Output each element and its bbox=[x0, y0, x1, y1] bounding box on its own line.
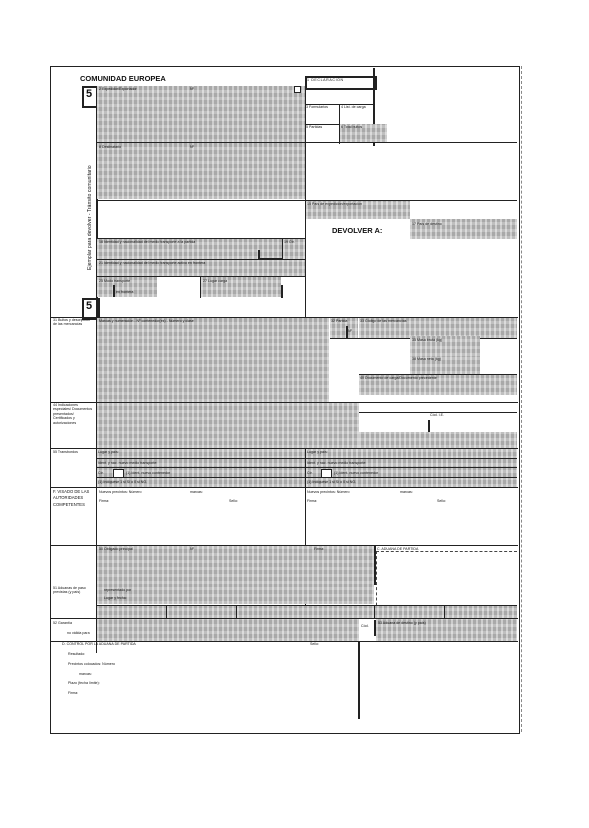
box-2-number: Nº bbox=[190, 87, 194, 91]
box-5-label: 5 Partidas bbox=[306, 125, 323, 129]
marks-right: marcas: bbox=[400, 490, 413, 494]
box-50-sign: Firma: bbox=[314, 547, 325, 551]
box-4-label: 4 List. de carga bbox=[341, 105, 366, 109]
box-3-label: 3 Formularios bbox=[306, 105, 328, 109]
box-55-label: 55 Transbordos bbox=[53, 450, 78, 454]
box-50-shade bbox=[97, 546, 374, 584]
box-32-label: 32 Partida bbox=[331, 319, 348, 323]
box-44-code-label: Cód. I.E. bbox=[430, 413, 444, 417]
stamp-right: Sello: bbox=[437, 499, 446, 503]
box-8-shade bbox=[97, 143, 305, 199]
box-51-cells-shade bbox=[97, 606, 517, 618]
box-33-label: 33 Código de las mercancías bbox=[360, 319, 407, 323]
box-8-number: Nº bbox=[190, 145, 194, 149]
box-44-label: 44 Indicaciones especiales/ Documentos presentados/ Certificados y autorizaciones bbox=[53, 403, 93, 425]
new-seals-right: Nuevos precintos: Número bbox=[307, 490, 350, 494]
box-18-label: 18 Identidad y nacionalidad del medio transporte a la partida bbox=[99, 240, 196, 244]
box-31-label: 31 Bultos y descripción de las mercancías bbox=[53, 318, 90, 327]
box-2-shade bbox=[97, 86, 305, 142]
box-19-label: 19 Ctr. bbox=[284, 240, 295, 244]
new-seals-left: Nuevos precintos: Número bbox=[99, 490, 142, 494]
box-2-label: 2 Expedidor/Exportador bbox=[99, 87, 137, 91]
box-25-tick bbox=[113, 285, 115, 297]
section-c-label: C. ADUANA DE PARTIDA bbox=[377, 547, 419, 551]
box-44-lower-shade bbox=[359, 432, 517, 448]
box-40-label: 40 Documento de carga/Documento precedente bbox=[360, 376, 437, 380]
cell-div-4 bbox=[444, 605, 445, 618]
section-g-label: F. VISADO DE LAS AUTORIDADES COMPETENTES bbox=[53, 489, 90, 507]
section-d-label: D. CONTROL POR LA ADUANA DE PARTIDA bbox=[62, 642, 136, 646]
represented-label: representado por bbox=[104, 588, 132, 592]
line-55-c bbox=[97, 477, 517, 478]
d-sign-label: Firma: bbox=[68, 691, 79, 695]
side-vertical-text: Ejemplar para devolver - Tránsito comunitario bbox=[87, 165, 93, 270]
line-box8-bottom bbox=[97, 200, 305, 201]
box-51-shade bbox=[97, 584, 374, 604]
ident-container-right: (1) Ident. nuevo contenedor bbox=[334, 471, 379, 475]
box-31-shade bbox=[97, 318, 329, 402]
declaration-label: 1 DECLARACIÓN bbox=[307, 78, 344, 82]
place-country-left: Lugar y país: bbox=[98, 450, 119, 454]
ident-new-right: Ident. y nac. nuevo medio transporte: bbox=[307, 461, 367, 465]
section-d-divider bbox=[358, 641, 360, 719]
indicate-right: (1) Indíquese 1 si Sí o 0 si NO. bbox=[307, 480, 357, 484]
box-52-shade bbox=[97, 619, 359, 641]
line-55-b bbox=[97, 467, 517, 468]
box-44-shade bbox=[97, 403, 359, 448]
line-g-top bbox=[50, 487, 518, 488]
place-country-right: Lugar y país: bbox=[307, 450, 328, 454]
box-27-label: 27 Lugar carga bbox=[203, 279, 228, 283]
cell-div-3 bbox=[374, 605, 375, 618]
line-box15-top bbox=[305, 200, 517, 201]
box-52-sub: no válida para bbox=[67, 631, 90, 635]
box-32-tick bbox=[346, 326, 348, 338]
box-15-label: 15 País de expedición/exportación bbox=[307, 202, 362, 206]
copy-number-bottom: 5 bbox=[86, 300, 93, 312]
copy-number-top: 5 bbox=[86, 88, 93, 100]
box-44-tick bbox=[428, 420, 430, 432]
box-52-code: Cód. bbox=[361, 624, 369, 628]
form-title: COMUNIDAD EUROPEA bbox=[80, 74, 166, 83]
signature-left: Firma: bbox=[99, 499, 110, 503]
section-d-stamp: Sello: bbox=[310, 642, 319, 646]
box-2-check[interactable] bbox=[294, 86, 301, 93]
box-51-label: 51 Aduanas de paso previstas (y país) bbox=[53, 586, 86, 595]
signature-right: Firma: bbox=[307, 499, 318, 503]
result-label: Resultado: bbox=[68, 652, 86, 656]
cell-div-2 bbox=[236, 605, 237, 618]
box-35-label: 35 Masa bruta (kg) bbox=[412, 338, 443, 342]
return-to-label: DEVOLVER A: bbox=[332, 226, 383, 235]
box-52-label: 52 Garantía bbox=[53, 621, 72, 625]
box-21-label: 21 Identidad y nacionalidad del medio transporte activo en frontera bbox=[99, 261, 206, 265]
box-50-number: Nº bbox=[190, 547, 194, 551]
seals-placed-label: Precintos colocados: Número bbox=[68, 662, 115, 666]
marks-left: marcas: bbox=[190, 490, 203, 494]
box-25-label: 25 Modo transporte bbox=[99, 279, 131, 283]
box-27-tick bbox=[281, 285, 283, 298]
ctr-left: Ctr. bbox=[98, 471, 104, 475]
box-31-header: Marcas y numeración - Nº contenedor(es) - Número y clase bbox=[99, 319, 194, 323]
ctr-right: Ctr. bbox=[307, 471, 313, 475]
place-date-label: Lugar y fecha: bbox=[104, 596, 127, 600]
box-32-number: Nº bbox=[348, 329, 352, 333]
right-margin-guide bbox=[521, 66, 522, 732]
box-53-label: 53 Aduana de destino (y país) bbox=[378, 621, 426, 625]
box-50-label: 50 Obligado principal bbox=[99, 547, 133, 551]
stamp-left: Sello: bbox=[229, 499, 238, 503]
ident-container-left: (1) Ident. nuevo contenedor bbox=[126, 471, 171, 475]
box-38-label: 38 Masa neta (kg) bbox=[412, 357, 441, 361]
line-55-a bbox=[97, 458, 517, 459]
cell-div-1 bbox=[166, 605, 167, 618]
seal-marks-label: marcas: bbox=[79, 672, 92, 676]
deadline-label: Plazo (fecha límite): bbox=[68, 681, 100, 685]
box-17-label: 17 País de destino bbox=[412, 222, 442, 226]
box-6-label: 6 Total bultos bbox=[341, 125, 363, 129]
section-c-dash-top bbox=[376, 551, 517, 552]
box-25b-label: en frontera bbox=[116, 290, 134, 294]
ident-new-left: Ident. y nac. nuevo medio transporte: bbox=[98, 461, 158, 465]
indicate-left: (1) Indíquese 1 si Sí o 0 si NO. bbox=[98, 480, 148, 484]
box-8-label: 8 Destinatario bbox=[99, 145, 122, 149]
